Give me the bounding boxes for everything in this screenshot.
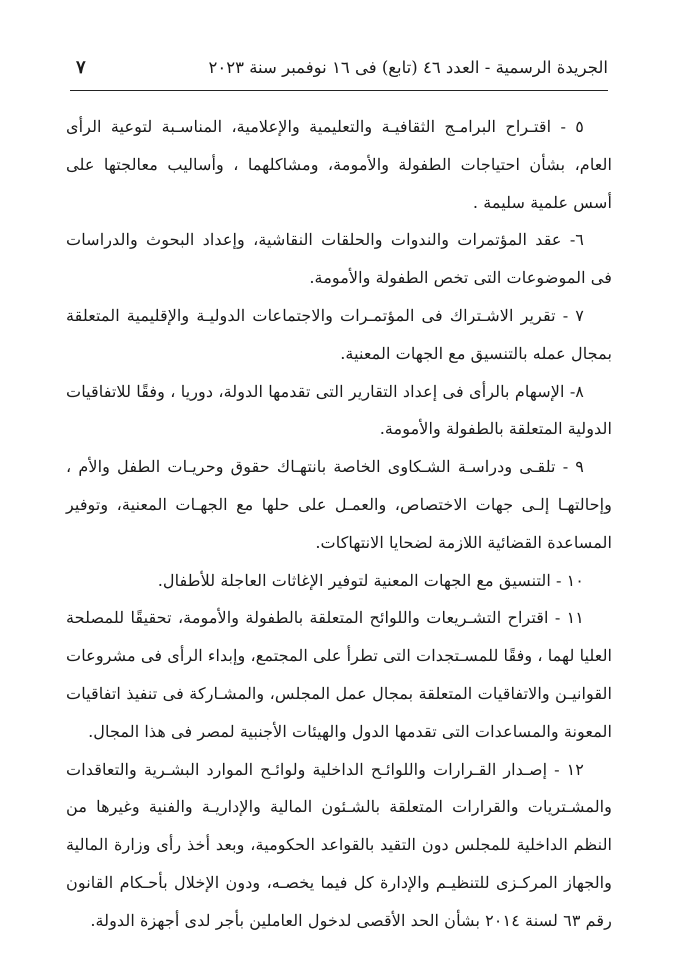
clause-12: ١٢ - إصـدار القـرارات واللوائـح الداخلية ولوائـح الموارد البشـرية والتعاقدات والمشـتريات والقرارات المتعلقة بالشـئون المالية والإداريـة والفنية وغيرها من النظم الداخلية للمجلس دون التقيد بالقواعد الحكومية، وبعد أخذ رأى وزارة المالية والجهاز المركـزى للتنظيـم والإدارة كل فيما يخصـه، ودون الإخلال بأحـكام القانون رقم ٦٣ لسنة ٢٠١٤ بشأن الحد الأقصى لدخول العاملين بأجر لدى أجهزة الدولة. <box>66 759 612 930</box>
clause-8: ٨- الإسهام بالرأى فى إعداد التقارير التى تقدمها الدولة، دوريا ، وفقًا للاتفاقيات الدولية المتعلقة بالطفولة والأمومة. <box>66 381 612 439</box>
clause-6: ٦- عقد المؤتمرات والندوات والحلقات النقاشية، وإعداد البحوث والدراسات فى الموضوعات التى تخص الطفولة والأمومة. <box>66 230 612 288</box>
clause-5: ٥ - اقتـراح البرامـج الثقافيـة والتعليمية والإعلامية، المناسـبة لتوعية الرأى العام، بشأن احتياجات الطفولة والأمومة، ومشاكلهما ، وأساليب معالجتها على أسس علمية سليمة . <box>66 117 612 212</box>
clause-10: ١٠ - التنسيق مع الجهات المعنية لتوفير الإغاثات العاجلة للأطفال. <box>157 570 584 590</box>
header-title: الجريدة الرسمية - العدد ٤٦ (تابع) فى ١٦ نوفمبر سنة ٢٠٢٣ <box>208 58 608 77</box>
page-header <box>70 52 608 80</box>
header-divider <box>70 90 608 91</box>
page-number: ٧ <box>76 57 86 78</box>
clause-7: ٧ - تقرير الاشـتراك فى المؤتمـرات والاجتماعات الدوليـة والإقليمية المتعلقة بمجال عمله بالتنسيق مع الجهات المعنية. <box>66 305 612 363</box>
clause-11: ١١ - اقتراح التشـريعات واللوائح المتعلقة بالطفولة والأمومة، تحقيقًا للمصلحة العليا لهما ، وفقًا للمسـتجدات التى تطرأ على المجتمع، وإبداء الرأى فى مشروعات القوانيـن والاتفاقيات المتعلقة بمجال عمل المجلس، والمشـاركة فى تنفيذ اتفاقيات المعونة والمساعدات التى تقدمها الدول والهيئات الأجنبية لمصر فى هذا المجال. <box>66 608 612 741</box>
document-body <box>66 108 612 940</box>
clause-9: ٩ - تلقـى ودراسـة الشـكاوى الخاصة بانتهـاك حقوق وحريـات الطفل والأم ، وإحالتهـا إلـى جهات الاختصاص، والعمـل على حلها مع الجهـات المعنية، وتوفير المساعدة القضائية اللازمة لضحايا الانتهاكات. <box>66 457 612 552</box>
